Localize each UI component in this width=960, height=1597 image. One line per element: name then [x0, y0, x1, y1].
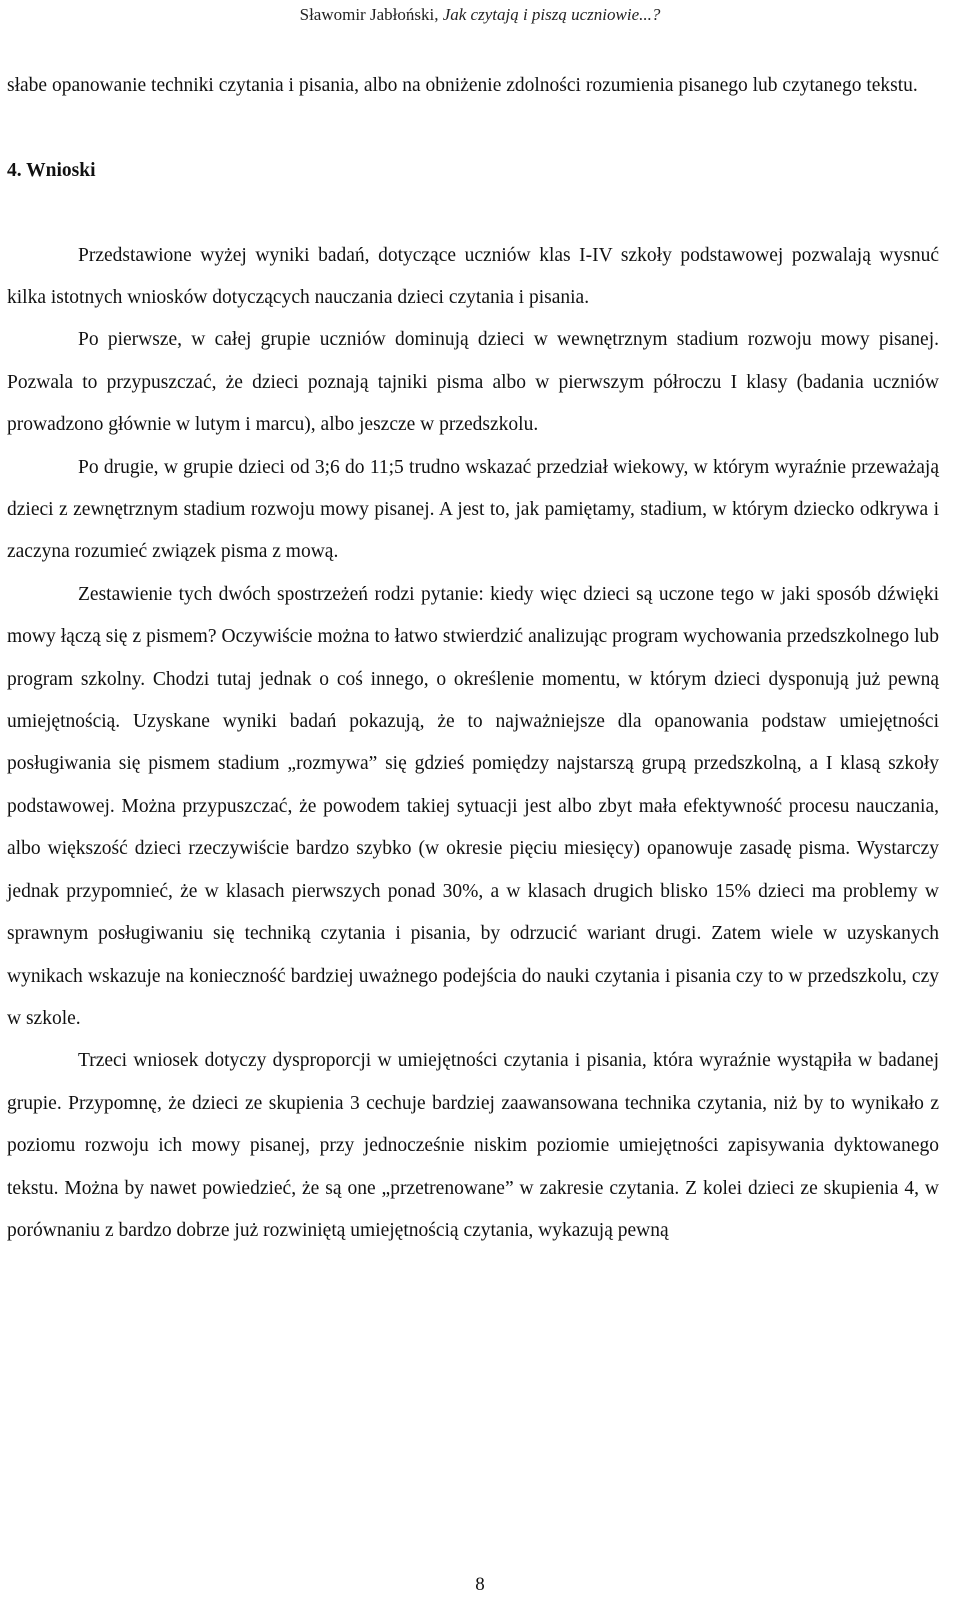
paragraph-4: Zestawienie tych dwóch spostrzeżeń rodzi pytanie: kiedy więc dzieci są uczone tego w jaki sposób dźwięki mowy łączą się z pismem? Oczywiście można to łatwo stwierdzić analizując program wychowania przedszkolnego lub program szkolny. Chodzi tutaj jednak o coś innego, o określenie momentu, w którym dzieci dysponują już pewną umiejętnością. Uzyskane wyniki badań pokazują, że to najważniejsze dla opanowania podstaw umiejętności posługiwania się pismem stadium „rozmywa” się gdzieś pomiędzy najstarszą grupą przedszkolną, a I klasą szkoły podstawowej. Można przypuszczać, że powodem takiej sytuacji jest albo zbyt mała efektywność procesu nauczania, albo większość dzieci rzeczywiście bardzo szybko (w okresie pięciu miesięcy) opanowuje zasadę pisma. Wystarczy jednak przypomnieć, że w klasach pierwszych ponad 30%, a w klasach drugich blisko 15% dzieci ma problemy w sprawnym posługiwaniu się techniką czytania i pisania, by odrzucić wariant drugi. Zatem wiele w uzyskanych wynikach wskazuje na konieczność bardziej uważnego podejścia do nauki czytania i pisania czy to w przedszkolu, czy w szkole. — [7, 583, 939, 1029]
paragraph-continuation: słabe opanowanie techniki czytania i pisania, albo na obniżenie zdolności rozumienia pisanego lub czytanego tekstu. — [7, 75, 918, 96]
header-title: Jak czytają i piszą uczniowie...? — [442, 5, 661, 24]
spacer — [7, 192, 939, 234]
paragraph-3: Po drugie, w grupie dzieci od 3;6 do 11;5 trudno wskazać przedział wiekowy, w którym wyraźnie przeważają dzieci z zewnętrznym stadium rozwoju mowy pisanej. A jest to, jak pamiętamy, stadium, w którym dziecko odkrywa i zaczyna rozumieć związek pisma z mową. — [7, 456, 939, 563]
spacer — [7, 107, 939, 149]
paragraph-5: Trzeci wniosek dotyczy dysproporcji w umiejętności czytania i pisania, która wyraźnie wystąpiła w badanej grupie. Przypomnę, że dzieci ze skupienia 3 cechuje bardziej zaawansowana technika czytania, niż by to wynikało z poziomu rozwoju ich mowy pisanej, przy jednocześnie niskim poziomie umiejętności zapisywania dyktowanego tekstu. Można by nawet powiedzieć, że są one „przetrenowane” w zakresie czytania. Z kolei dzieci ze skupienia 4, w porównaniu z bardzo dobrze już rozwiniętą umiejętnością czytania, wykazują pewną — [7, 1050, 939, 1241]
section-heading: 4. Wnioski — [7, 159, 96, 181]
running-header — [0, 4, 960, 26]
header-author: Sławomir Jabłoński, — [299, 5, 443, 24]
page-content — [7, 65, 939, 1252]
paragraph-2: Po pierwsze, w całej grupie uczniów dominują dzieci w wewnętrznym stadium rozwoju mowy pisanej. Pozwala to przypuszczać, że dzieci poznają tajniki pisma albo w pierwszym półroczu I klasy (badania uczniów prowadzono głównie w lutym i marcu), albo jeszcze w przedszkolu. — [7, 329, 939, 436]
paragraph-1: Przedstawione wyżej wyniki badań, dotyczące uczniów klas I-IV szkoły podstawowej pozwalają wysnuć kilka istotnych wniosków dotyczących nauczania dzieci czytania i pisania. — [7, 244, 939, 308]
page-number: 8 — [475, 1574, 485, 1595]
